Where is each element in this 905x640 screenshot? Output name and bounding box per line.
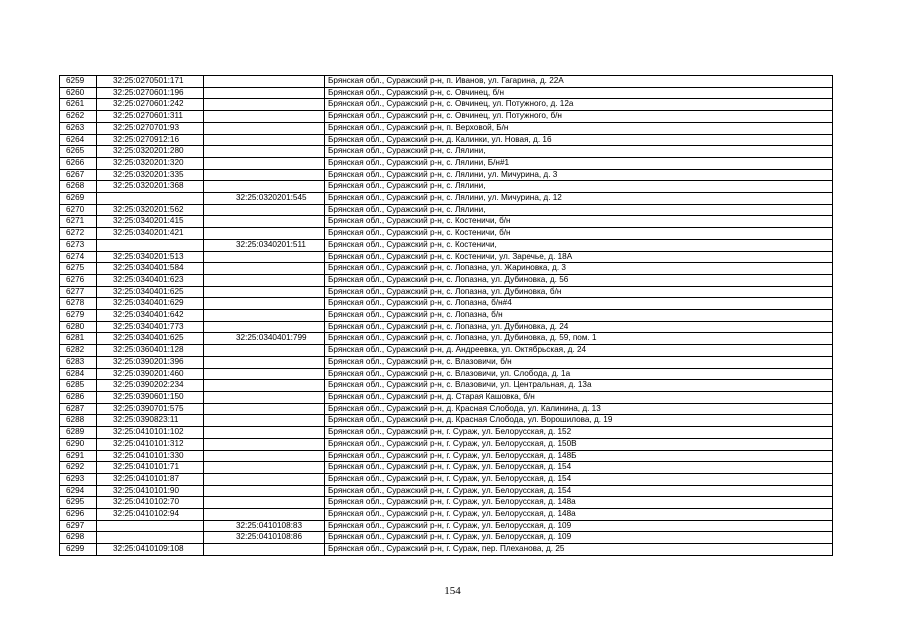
- cadastral-number-cell: 32:25:0340401:629: [97, 298, 204, 310]
- row-number-cell: 6259: [60, 76, 97, 88]
- cadastral-number-cell: 32:25:0390823:11: [97, 415, 204, 427]
- address-cell: Брянская обл., Суражский р-н, с. Лялини, ул. Мичурина, д. 3: [325, 169, 833, 181]
- cadastral-number-2-cell: [204, 368, 325, 380]
- cadastral-number-2-cell: [204, 415, 325, 427]
- table-row: [60, 497, 833, 509]
- cadastral-number-cell: 32:25:0340201:513: [97, 251, 204, 263]
- address-cell: Брянская обл., Суражский р-н, с. Влазовичи, ул. Слобода, д. 1а: [325, 368, 833, 380]
- property-table: [59, 75, 833, 556]
- address-cell: Брянская обл., Суражский р-н, с. Костеничи, ул. Заречье, д. 18А: [325, 251, 833, 263]
- cadastral-number-2-cell: [204, 298, 325, 310]
- address-cell: Брянская обл., Суражский р-н, с. Овчинец, б/н: [325, 87, 833, 99]
- property-table-body: [60, 76, 833, 556]
- table-row: [60, 438, 833, 450]
- cadastral-number-2-cell: [204, 157, 325, 169]
- cadastral-number-2-cell: [204, 76, 325, 88]
- address-cell: Брянская обл., Суражский р-н, г. Сураж, ул. Белорусская, д. 152: [325, 427, 833, 439]
- cadastral-number-2-cell: [204, 473, 325, 485]
- cadastral-number-cell: 32:25:0270701:93: [97, 122, 204, 134]
- cadastral-number-2-cell: [204, 427, 325, 439]
- table-row: [60, 251, 833, 263]
- row-number-cell: 6264: [60, 134, 97, 146]
- row-number-cell: 6286: [60, 391, 97, 403]
- cadastral-number-2-cell: [204, 251, 325, 263]
- cadastral-number-cell: [97, 520, 204, 532]
- address-cell: Брянская обл., Суражский р-н, г. Сураж, ул. Белорусская, д. 148а: [325, 509, 833, 521]
- address-cell: Брянская обл., Суражский р-н, с. Влазовичи, б/н: [325, 356, 833, 368]
- cadastral-number-cell: 32:25:0410101:312: [97, 438, 204, 450]
- cadastral-number-cell: 32:25:0270501:171: [97, 76, 204, 88]
- cadastral-number-2-cell: [204, 345, 325, 357]
- table-row: [60, 111, 833, 123]
- cadastral-number-2-cell: [204, 134, 325, 146]
- row-number-cell: 6262: [60, 111, 97, 123]
- cadastral-number-2-cell: [204, 122, 325, 134]
- row-number-cell: 6292: [60, 462, 97, 474]
- row-number-cell: 6287: [60, 403, 97, 415]
- row-number-cell: 6270: [60, 204, 97, 216]
- cadastral-number-cell: 32:25:0320201:280: [97, 146, 204, 158]
- cadastral-number-cell: 32:25:0390701:575: [97, 403, 204, 415]
- table-row: [60, 520, 833, 532]
- cadastral-number-2-cell: [204, 228, 325, 240]
- cadastral-number-2-cell: [204, 169, 325, 181]
- address-cell: Брянская обл., Суражский р-н, с. Костеничи, б/н: [325, 216, 833, 228]
- table-row: [60, 462, 833, 474]
- table-row: [60, 450, 833, 462]
- cadastral-number-cell: 32:25:0390601:150: [97, 391, 204, 403]
- row-number-cell: 6275: [60, 263, 97, 275]
- row-number-cell: 6278: [60, 298, 97, 310]
- row-number-cell: 6266: [60, 157, 97, 169]
- address-cell: Брянская обл., Суражский р-н, г. Сураж, ул. Белорусская, д. 154: [325, 473, 833, 485]
- table-row: [60, 274, 833, 286]
- address-cell: Брянская обл., Суражский р-н, с. Лялини,: [325, 204, 833, 216]
- cadastral-number-cell: 32:25:0340401:584: [97, 263, 204, 275]
- cadastral-number-2-cell: [204, 450, 325, 462]
- table-row: [60, 76, 833, 88]
- row-number-cell: 6285: [60, 380, 97, 392]
- cadastral-number-2-cell: [204, 286, 325, 298]
- cadastral-number-cell: 32:25:0390201:460: [97, 368, 204, 380]
- table-row: [60, 263, 833, 275]
- cadastral-number-cell: [97, 532, 204, 544]
- cadastral-number-cell: 32:25:0390201:396: [97, 356, 204, 368]
- table-row: [60, 473, 833, 485]
- table-row: [60, 403, 833, 415]
- row-number-cell: 6263: [60, 122, 97, 134]
- row-number-cell: 6296: [60, 509, 97, 521]
- cadastral-number-2-cell: [204, 485, 325, 497]
- cadastral-number-2-cell: [204, 497, 325, 509]
- address-cell: Брянская обл., Суражский р-н, с. Костеничи,: [325, 239, 833, 251]
- cadastral-number-cell: [97, 239, 204, 251]
- table-row: [60, 310, 833, 322]
- table-row: [60, 134, 833, 146]
- address-cell: Брянская обл., Суражский р-н, г. Сураж, ул. Белорусская, д. 109: [325, 532, 833, 544]
- cadastral-number-2-cell: [204, 216, 325, 228]
- cadastral-number-2-cell: 32:25:0340201:511: [204, 239, 325, 251]
- row-number-cell: 6272: [60, 228, 97, 240]
- table-row: [60, 380, 833, 392]
- row-number-cell: 6299: [60, 544, 97, 556]
- cadastral-number-cell: 32:25:0340401:773: [97, 321, 204, 333]
- table-row: [60, 368, 833, 380]
- address-cell: Брянская обл., Суражский р-н, д. Красная Слобода, ул. Калинина, д. 13: [325, 403, 833, 415]
- row-number-cell: 6260: [60, 87, 97, 99]
- table-row: [60, 157, 833, 169]
- address-cell: Брянская обл., Суражский р-н, с. Лопазна, ул. Дубиновка, б/н: [325, 286, 833, 298]
- cadastral-number-2-cell: [204, 391, 325, 403]
- row-number-cell: 6267: [60, 169, 97, 181]
- row-number-cell: 6268: [60, 181, 97, 193]
- cadastral-number-cell: 32:25:0270601:311: [97, 111, 204, 123]
- address-cell: Брянская обл., Суражский р-н, г. Сураж, ул. Белорусская, д. 154: [325, 462, 833, 474]
- address-cell: Брянская обл., Суражский р-н, с. Лопазна, ул. Дубиновка, д. 24: [325, 321, 833, 333]
- cadastral-number-2-cell: [204, 310, 325, 322]
- cadastral-number-cell: 32:25:0340201:421: [97, 228, 204, 240]
- address-cell: Брянская обл., Суражский р-н, г. Сураж, ул. Белорусская, д. 148Б: [325, 450, 833, 462]
- table-row: [60, 87, 833, 99]
- row-number-cell: 6269: [60, 193, 97, 205]
- cadastral-number-2-cell: [204, 111, 325, 123]
- row-number-cell: 6290: [60, 438, 97, 450]
- cadastral-number-cell: 32:25:0410101:71: [97, 462, 204, 474]
- table-row: [60, 228, 833, 240]
- row-number-cell: 6280: [60, 321, 97, 333]
- row-number-cell: 6289: [60, 427, 97, 439]
- cadastral-number-2-cell: [204, 146, 325, 158]
- cadastral-number-2-cell: 32:25:0340401:799: [204, 333, 325, 345]
- cadastral-number-cell: 32:25:0410102:94: [97, 509, 204, 521]
- address-cell: Брянская обл., Суражский р-н, с. Лопазна, ул. Дубиновка, д. 56: [325, 274, 833, 286]
- address-cell: Брянская обл., Суражский р-н, с. Лопазна, б/н: [325, 310, 833, 322]
- row-number-cell: 6261: [60, 99, 97, 111]
- row-number-cell: 6288: [60, 415, 97, 427]
- address-cell: Брянская обл., Суражский р-н, с. Лялини, Б/н#1: [325, 157, 833, 169]
- address-cell: Брянская обл., Суражский р-н, с. Овчинец, ул. Потужного, б/н: [325, 111, 833, 123]
- table-row: [60, 298, 833, 310]
- cadastral-number-cell: 32:25:0410101:90: [97, 485, 204, 497]
- table-row: [60, 204, 833, 216]
- address-cell: Брянская обл., Суражский р-н, г. Сураж, ул. Белорусская, д. 109: [325, 520, 833, 532]
- cadastral-number-2-cell: [204, 403, 325, 415]
- address-cell: Брянская обл., Суражский р-н, с. Лопазна, б/н#4: [325, 298, 833, 310]
- table-row: [60, 415, 833, 427]
- table-row: [60, 169, 833, 181]
- cadastral-number-cell: 32:25:0360401:128: [97, 345, 204, 357]
- table-row: [60, 99, 833, 111]
- cadastral-number-cell: 32:25:0320201:320: [97, 157, 204, 169]
- address-cell: Брянская обл., Суражский р-н, п. Иванов, ул. Гагарина, д. 22А: [325, 76, 833, 88]
- table-row: [60, 216, 833, 228]
- row-number-cell: 6277: [60, 286, 97, 298]
- row-number-cell: 6294: [60, 485, 97, 497]
- address-cell: Брянская обл., Суражский р-н, с. Лялини, ул. Мичурина, д. 12: [325, 193, 833, 205]
- cadastral-number-2-cell: [204, 462, 325, 474]
- cadastral-number-cell: 32:25:0320201:562: [97, 204, 204, 216]
- cadastral-number-2-cell: [204, 321, 325, 333]
- address-cell: Брянская обл., Суражский р-н, г. Сураж, ул. Белорусская, д. 154: [325, 485, 833, 497]
- row-number-cell: 6273: [60, 239, 97, 251]
- cadastral-number-cell: 32:25:0340401:625: [97, 286, 204, 298]
- row-number-cell: 6297: [60, 520, 97, 532]
- cadastral-number-cell: 32:25:0410102:70: [97, 497, 204, 509]
- address-cell: Брянская обл., Суражский р-н, д. Красная Слобода, ул. Ворошилова, д. 19: [325, 415, 833, 427]
- row-number-cell: 6276: [60, 274, 97, 286]
- cadastral-number-cell: 32:25:0390202:234: [97, 380, 204, 392]
- cadastral-number-2-cell: 32:25:0410108:83: [204, 520, 325, 532]
- cadastral-number-cell: 32:25:0270601:242: [97, 99, 204, 111]
- cadastral-number-cell: 32:25:0270912:16: [97, 134, 204, 146]
- address-cell: Брянская обл., Суражский р-н, с. Лялини,: [325, 146, 833, 158]
- cadastral-number-2-cell: [204, 263, 325, 275]
- row-number-cell: 6298: [60, 532, 97, 544]
- cadastral-number-cell: 32:25:0270601:196: [97, 87, 204, 99]
- table-row: [60, 427, 833, 439]
- row-number-cell: 6279: [60, 310, 97, 322]
- cadastral-number-2-cell: [204, 544, 325, 556]
- row-number-cell: 6281: [60, 333, 97, 345]
- address-cell: Брянская обл., Суражский р-н, г. Сураж, пер. Плеханова, д. 25: [325, 544, 833, 556]
- address-cell: Брянская обл., Суражский р-н, с. Влазовичи, ул. Центральная, д. 13а: [325, 380, 833, 392]
- cadastral-number-2-cell: [204, 99, 325, 111]
- row-number-cell: 6282: [60, 345, 97, 357]
- cadastral-number-cell: 32:25:0410109:108: [97, 544, 204, 556]
- cadastral-number-cell: 32:25:0410101:330: [97, 450, 204, 462]
- address-cell: Брянская обл., Суражский р-н, д. Калинки, ул. Новая, д. 16: [325, 134, 833, 146]
- cadastral-number-cell: 32:25:0340201:415: [97, 216, 204, 228]
- cadastral-number-2-cell: [204, 380, 325, 392]
- table-row: [60, 286, 833, 298]
- table-row: [60, 321, 833, 333]
- cadastral-number-2-cell: [204, 204, 325, 216]
- cadastral-number-cell: 32:25:0410101:87: [97, 473, 204, 485]
- table-row: [60, 239, 833, 251]
- row-number-cell: 6291: [60, 450, 97, 462]
- address-cell: Брянская обл., Суражский р-н, с. Костеничи, б/н: [325, 228, 833, 240]
- row-number-cell: 6265: [60, 146, 97, 158]
- table-row: [60, 485, 833, 497]
- row-number-cell: 6295: [60, 497, 97, 509]
- cadastral-number-cell: 32:25:0340401:642: [97, 310, 204, 322]
- cadastral-number-cell: 32:25:0320201:368: [97, 181, 204, 193]
- row-number-cell: 6271: [60, 216, 97, 228]
- cadastral-number-2-cell: [204, 438, 325, 450]
- row-number-cell: 6274: [60, 251, 97, 263]
- address-cell: Брянская обл., Суражский р-н, с. Лялини,: [325, 181, 833, 193]
- table-row: [60, 181, 833, 193]
- address-cell: Брянская обл., Суражский р-н, д. Старая Кашовка, б/н: [325, 391, 833, 403]
- table-row: [60, 509, 833, 521]
- address-cell: Брянская обл., Суражский р-н, с. Овчинец, ул. Потужного, д. 12а: [325, 99, 833, 111]
- row-number-cell: 6284: [60, 368, 97, 380]
- cadastral-number-2-cell: 32:25:0410108:86: [204, 532, 325, 544]
- cadastral-number-cell: [97, 193, 204, 205]
- table-row: [60, 345, 833, 357]
- cadastral-number-cell: 32:25:0410101:102: [97, 427, 204, 439]
- address-cell: Брянская обл., Суражский р-н, с. Лопазна, ул. Дубиновка, д. 59, пом. 1: [325, 333, 833, 345]
- cadastral-number-2-cell: [204, 274, 325, 286]
- page-number: 154: [444, 585, 461, 597]
- address-cell: Брянская обл., Суражский р-н, с. Лопазна, ул. Жариновка, д. 3: [325, 263, 833, 275]
- cadastral-number-2-cell: [204, 87, 325, 99]
- address-cell: Брянская обл., Суражский р-н, г. Сураж, ул. Белорусская, д. 150В: [325, 438, 833, 450]
- address-cell: Брянская обл., Суражский р-н, п. Верховой, Б/н: [325, 122, 833, 134]
- table-row: [60, 122, 833, 134]
- cadastral-number-cell: 32:25:0320201:335: [97, 169, 204, 181]
- table-row: [60, 356, 833, 368]
- table-row: [60, 193, 833, 205]
- address-cell: Брянская обл., Суражский р-н, д. Андреевка, ул. Октябрьская, д. 24: [325, 345, 833, 357]
- table-row: [60, 532, 833, 544]
- table-row: [60, 146, 833, 158]
- cadastral-number-2-cell: [204, 181, 325, 193]
- cadastral-number-cell: 32:25:0340401:623: [97, 274, 204, 286]
- table-row: [60, 544, 833, 556]
- address-cell: Брянская обл., Суражский р-н, г. Сураж, ул. Белорусская, д. 148а: [325, 497, 833, 509]
- row-number-cell: 6293: [60, 473, 97, 485]
- row-number-cell: 6283: [60, 356, 97, 368]
- table-row: [60, 391, 833, 403]
- cadastral-number-cell: 32:25:0340401:625: [97, 333, 204, 345]
- cadastral-number-2-cell: [204, 509, 325, 521]
- cadastral-number-2-cell: [204, 356, 325, 368]
- table-row: [60, 333, 833, 345]
- cadastral-number-2-cell: 32:25:0320201:545: [204, 193, 325, 205]
